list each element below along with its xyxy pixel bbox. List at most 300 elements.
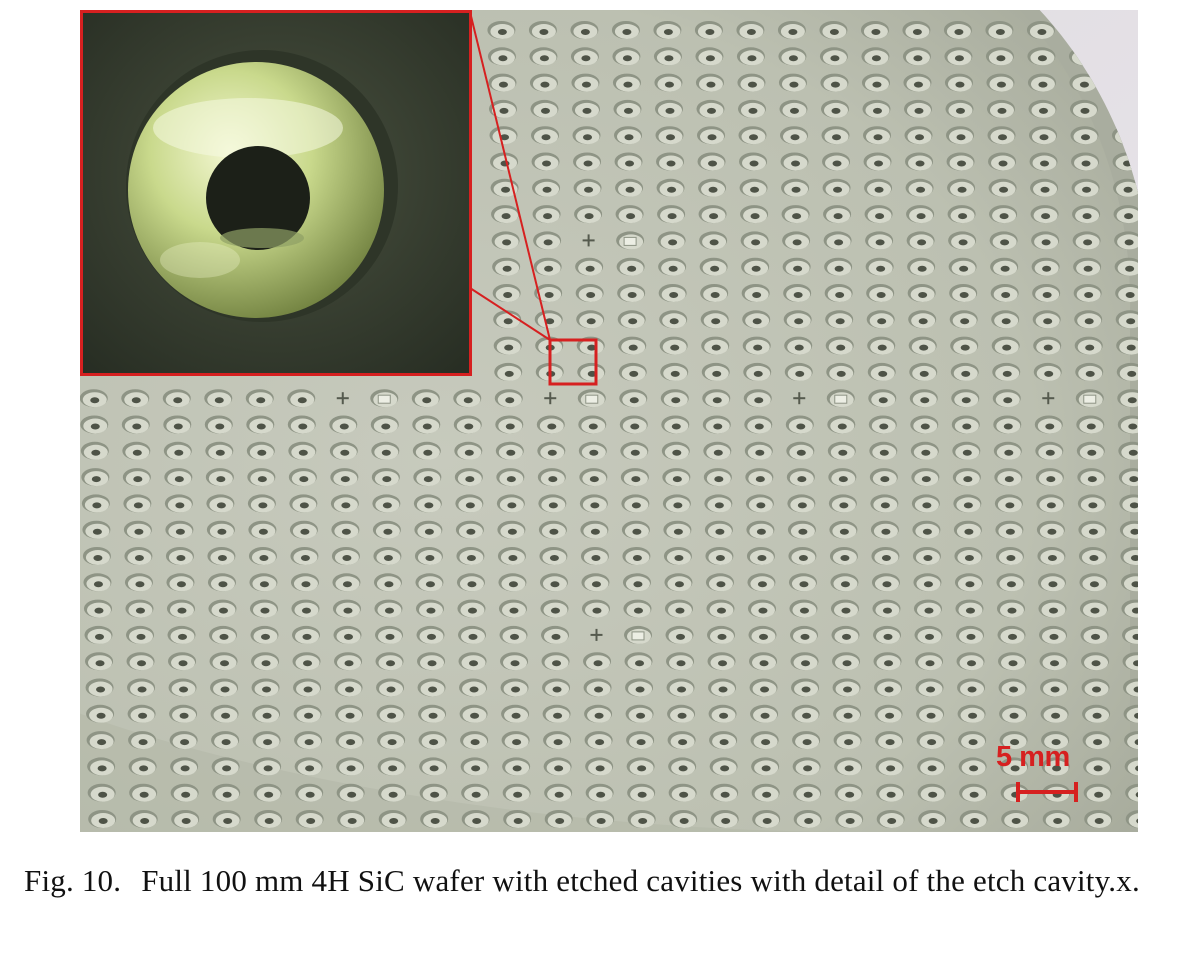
cavity [294,731,322,749]
cavity [1083,731,1111,749]
cavity [950,337,978,355]
cavity [871,547,899,565]
cavity [914,600,942,618]
cavity [613,74,641,92]
cavity [615,153,643,171]
cavity [864,153,892,171]
cavity [787,468,815,486]
cavity [874,652,902,670]
cavity [85,652,113,670]
cavity [459,652,487,670]
cavity [989,179,1017,197]
cavity [696,74,724,92]
alignment-bar [835,395,847,403]
cavity [944,47,972,65]
cavity [88,784,116,802]
cavity [537,442,565,460]
cavity [212,757,240,775]
cavity [951,389,979,407]
cavity [619,389,647,407]
cavity [164,442,192,460]
cavity [703,416,731,434]
cavity [947,153,975,171]
cavity [786,442,814,460]
cavity [1071,126,1099,144]
cavity [492,231,520,249]
cavity [913,573,941,591]
cavity [658,231,686,249]
cavity [828,442,856,460]
cavity [990,258,1018,276]
cavity [825,310,853,328]
cavity [911,442,939,460]
cavity [737,74,765,92]
cavity [750,705,778,723]
cavity [291,600,319,618]
cavity [702,363,730,381]
cavity [250,626,278,644]
cavity [533,231,561,249]
cavity [336,757,364,775]
cavity [700,258,728,276]
cavity [122,416,150,434]
cavity [945,74,973,92]
cavity [779,74,807,92]
cavity [207,521,235,539]
cavity [462,810,490,828]
cavity [332,573,360,591]
cavity [778,21,806,39]
cavity [667,679,695,697]
cavity [1082,705,1110,723]
cavity [623,573,651,591]
cavity [539,547,567,565]
cavity [1078,521,1106,539]
cavity [780,126,808,144]
cavity [902,21,930,39]
cavity [503,784,531,802]
cavity [785,363,813,381]
cavity [995,494,1023,512]
cavity [497,521,525,539]
cavity [163,389,191,407]
cavity [705,547,733,565]
cavity [827,416,855,434]
cavity [83,547,111,565]
cavity [789,573,817,591]
cavity [751,757,779,775]
cavity [744,416,772,434]
cavity [212,784,240,802]
cavity [990,231,1018,249]
cavity [418,705,446,723]
cavity [1028,74,1056,92]
cavity [791,679,819,697]
cavity [1031,205,1059,223]
cavity [498,547,526,565]
cavity [617,284,645,302]
cavity [872,573,900,591]
cavity [992,363,1020,381]
cavity [821,100,849,118]
cavity [950,310,978,328]
cavity [294,705,322,723]
cavity [704,468,732,486]
cavity [495,416,523,434]
cavity [906,179,934,197]
cavity [825,284,853,302]
cavity [875,705,903,723]
cavity [166,573,194,591]
cavity [337,810,365,828]
cavity [540,573,568,591]
cavity [695,21,723,39]
cavity [657,179,685,197]
cavity [1033,337,1061,355]
cavity [165,521,193,539]
cavity [752,810,780,828]
cavity [917,757,945,775]
cavity [663,521,691,539]
cavity [986,47,1014,65]
cavity [86,705,114,723]
cavity [586,784,614,802]
cavity [664,573,692,591]
cavity [655,100,683,118]
cavity [1031,231,1059,249]
cavity [986,74,1014,92]
cavity [1027,21,1055,39]
cavity [330,468,358,486]
cavity [88,810,116,828]
cavity [412,416,440,434]
cavity [697,126,725,144]
cavity [419,757,447,775]
cavity [414,494,442,512]
cavity [999,705,1027,723]
cavity [628,810,656,828]
cavity [831,600,859,618]
cavity [746,521,774,539]
cavity [503,810,531,828]
cavity [1038,573,1066,591]
cavity [948,205,976,223]
cavity [781,179,809,197]
cavity [784,310,812,328]
cavity [989,205,1017,223]
cavity [82,521,110,539]
cavity [126,626,154,644]
cavity [165,494,193,512]
cavity [208,573,236,591]
cavity [625,652,653,670]
cavity [457,600,485,618]
cavity [453,389,481,407]
cavity [741,258,769,276]
cavity [985,21,1013,39]
cavity [372,494,400,512]
cavity [667,705,695,723]
cavity [86,679,114,697]
cavity [669,810,697,828]
cavity [337,784,365,802]
cavity [956,626,984,644]
cavity [1073,231,1101,249]
cavity [295,757,323,775]
cavity [781,153,809,171]
cavity [1084,810,1112,828]
cavity [164,468,192,486]
cavity [502,757,530,775]
cavity [1032,284,1060,302]
cavity [459,679,487,697]
cavity [987,100,1015,118]
cavity [619,363,647,381]
cavity [333,626,361,644]
cavity [1041,705,1069,723]
cavity [208,600,236,618]
cavity [822,126,850,144]
cavity [869,416,897,434]
cavity [420,784,448,802]
cavity [870,468,898,486]
cavity [745,468,773,486]
cavity [1075,363,1103,381]
cavity [833,679,861,697]
cavity [794,810,822,828]
cavity [253,731,281,749]
cavity [617,258,645,276]
cavity [870,494,898,512]
cavity [291,573,319,591]
cavity [944,21,972,39]
cavity [329,416,357,434]
cavity [585,731,613,749]
cavity [662,442,690,460]
cavity [253,757,281,775]
cavity [1037,547,1065,565]
cavity [81,468,109,486]
cavity [665,626,693,644]
cavity [246,416,274,434]
cavity [531,126,559,144]
cavity [742,284,770,302]
cavity [378,784,406,802]
cavity [666,652,694,670]
cavity [1035,416,1063,434]
cavity [128,731,156,749]
cavity [580,494,608,512]
cavity [752,784,780,802]
cavity [500,652,528,670]
cavity [543,731,571,749]
cavity [332,547,360,565]
alignment-bar [586,395,598,403]
cavity [997,600,1025,618]
cavity [918,810,946,828]
cavity [248,494,276,512]
cavity [460,705,488,723]
cavity [413,468,441,486]
cavity [331,521,359,539]
cavity [254,784,282,802]
cavity [830,573,858,591]
cavity [660,337,688,355]
cavity [1036,494,1064,512]
cavity [254,810,282,828]
cavity [87,757,115,775]
cavity [544,784,572,802]
cavity [82,494,110,512]
cavity [502,731,530,749]
cavity [499,600,527,618]
cavity [541,626,569,644]
cavity [790,626,818,644]
cavity [620,416,648,434]
cavity [995,521,1023,539]
cavity [576,310,604,328]
cavity [618,310,646,328]
cavity [907,231,935,249]
cavity [626,705,654,723]
cavity [695,47,723,65]
cavity [204,389,232,407]
cavity [744,389,772,407]
cavity [581,547,609,565]
cavity [501,679,529,697]
cavity [455,468,483,486]
cavity [782,205,810,223]
cavity [699,231,727,249]
cavity [668,731,696,749]
cavity [333,600,361,618]
cavity [379,810,407,828]
cavity [832,652,860,670]
cavity [249,573,277,591]
cavity [862,74,890,92]
cavity [166,547,194,565]
cavity [210,652,238,670]
cavity [868,363,896,381]
cavity [748,626,776,644]
cavity [296,810,324,828]
cavity [783,284,811,302]
cavity [167,626,195,644]
cavity [819,21,847,39]
cavity [1033,310,1061,328]
cavity [170,731,198,749]
cavity [616,205,644,223]
cavity [746,494,774,512]
cavity [84,626,112,644]
cavity [418,679,446,697]
cavity [416,600,444,618]
cavity [875,731,903,749]
cavity [206,468,234,486]
cavity [834,757,862,775]
cavity [334,652,362,670]
cavity [823,205,851,223]
cavity [123,494,151,512]
cavity [708,679,736,697]
cavity [491,205,519,223]
cavity [747,573,775,591]
cavity [993,389,1021,407]
cavity [207,547,235,565]
cavity [377,705,405,723]
cavity [622,521,650,539]
cavity [992,337,1020,355]
cavity [584,705,612,723]
cavity [246,389,274,407]
cavity [252,679,280,697]
cavity [130,810,158,828]
cavity [698,153,726,171]
cavity [864,179,892,197]
cavity [988,126,1016,144]
cavity [213,810,241,828]
cavity [576,284,604,302]
cavity [205,416,233,434]
cavity [1079,573,1107,591]
figure-caption [24,860,1194,902]
cavity [1070,100,1098,118]
cavity [793,784,821,802]
cavity [918,784,946,802]
cavity [952,442,980,460]
cavity [661,416,689,434]
cavity [287,389,315,407]
cavity [1037,521,1065,539]
cavity [494,337,522,355]
cavity [736,21,764,39]
cavity [579,468,607,486]
cavity [955,600,983,618]
cavity [293,652,321,670]
cavity [748,600,776,618]
cavity [994,468,1022,486]
cavity [420,810,448,828]
cavity [861,47,889,65]
cavity [664,547,692,565]
cavity [905,153,933,171]
cavity [209,626,237,644]
cavity [205,442,233,460]
cavity [1074,310,1102,328]
cavity [701,310,729,328]
cavity [573,153,601,171]
cavity [454,416,482,434]
cavity [778,47,806,65]
cavity [913,547,941,565]
cavity [911,468,939,486]
alignment-bar [624,237,636,245]
cavity [784,337,812,355]
cavity [374,573,402,591]
cavity [371,416,399,434]
cavity [949,258,977,276]
cavity [169,705,197,723]
cavity [657,205,685,223]
cavity [739,126,767,144]
cavity [414,521,442,539]
cavity [953,494,981,512]
cavity [996,547,1024,565]
cavity [820,47,848,65]
cavity [371,442,399,460]
cavity [498,573,526,591]
cavity [957,652,985,670]
